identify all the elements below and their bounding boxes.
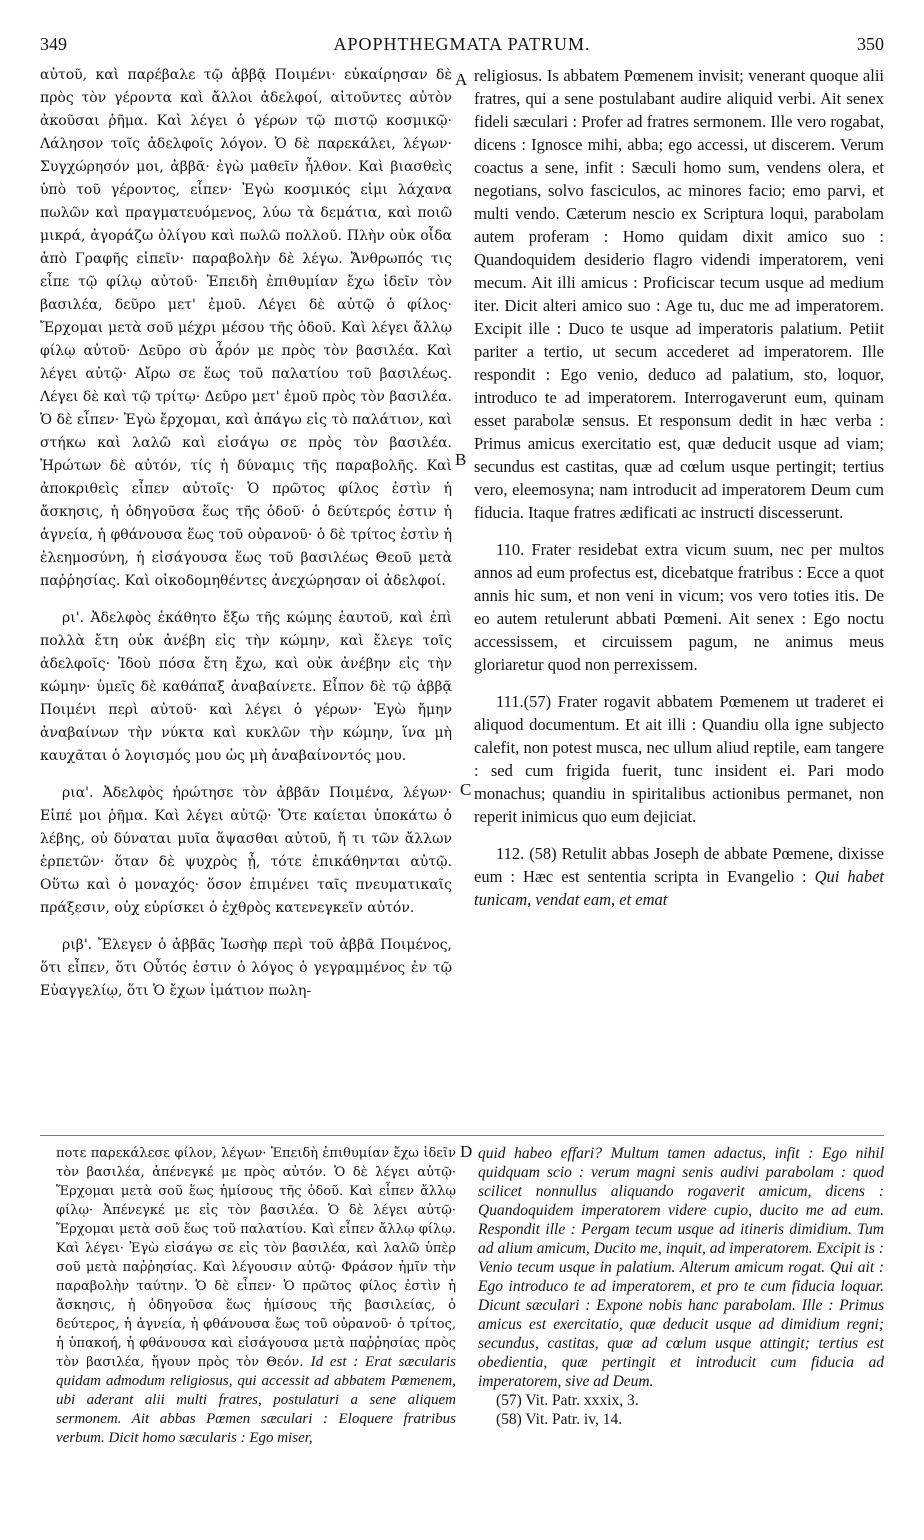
footnote-latin-text: quid habeo effari? Multum tamen adactus, infit : Ego nihil quidquam scio : verum magni senis audivi parabolam : quod scilicet nonnullus aliquando rogaverit amicum, dicens : Quandoquidem imperatorem videre cupio, ducito me ad eum. Respondit ille : Pergam tecum usque ad itineris dimidium. Tum ad alium amicum, Ducito me, inquit, ad imperatorem. Excipit is : Venio tecum usque in palatium. Alterum amicum rogat. Qui ait : Ego introduco te ad imperatorem, et pro te cum fiducia loquar. Dicunt sæculari : Expone nobis hanc parabolam. Ille : Primus amicus est exercitatio, quæ deducit usque ad dimidium regni; secundus, castitas, quæ ad cœlum usque attingit; tertius est obedientia, quæ pertingit et introducit cum fiducia ad imperatorem, sive ad Deum. bbox=[478, 1145, 884, 1390]
greek-paragraph-109: αὐτοῦ, καὶ παρέβαλε τῷ ἀββᾷ Ποιμένι· εὐκαίρησαν δὲ πρὸς τὸν γέροντα καὶ ἄλλοι ἀδελφοί, αἰτοῦντες αὐτὸν ἀκοῦσαι ῥῆμα. Καὶ λέγει ὁ γέρων τῷ πιστῷ κοσμικῷ· Λάλησον τοῖς ἀδελφοῖς λόγον. Ὁ δὲ παρεκάλει, λέγων· Συγχώρησόν μοι, ἀββᾶ· ἐγὼ μαθεῖν ἦλθον. Καὶ βιασθεὶς ὑπὸ τοῦ γέροντος, εἶπεν· Ἐγὼ κοσμικός εἰμι λάχανα πωλῶν καὶ πραγματευόμενος, λύω τὰ δεμάτια, καὶ ποιῶ μικρά, ἀγοράζω ὀλίγου καὶ πωλῶ πολλοῦ. Πλὴν οὐκ οἶδα ἀπὸ Γραφῆς εἰπεῖν· παραβολὴν δὲ λέγω. Ἄνθρωπός τις εἶπε τῷ φίλῳ αὐτοῦ· Ἐπειδὴ ἐπιθυμίαν ἔχω ἰδεῖν τὸν βασιλέα, δεῦρο μετ' ἐμοῦ. Λέγει δὲ αὐτῷ ὁ φίλος· Ἔρχομαι μετὰ σοῦ μέχρι μέσου τῆς ὁδοῦ. Καὶ λέγει ἄλλῳ φίλῳ αὐτοῦ· Δεῦρο σὺ ἆρόν με πρὸς τὸν βασιλέα. Καὶ λέγει αὐτῷ· Αἴρω σε ἕως τοῦ παλατίου τοῦ βασιλέως. Λέγει δὲ καὶ τῷ τρίτῳ· Δεῦρο μετ' ἐμοῦ πρὸς τὸν βασιλέα. Ὁ δὲ εἶπεν· Ἐγὼ ἔρχομαι, καὶ ἀπάγω εἰς τὸ παλάτιον, καὶ στήκω καὶ λαλῶ καὶ εἰσάγω σε πρὸς τὸν βασιλέα. Ἠρώτων δὲ αὐτόν, τίς ἡ δύναμις τῆς παραβολῆς. Καὶ ἀποκριθεὶς εἶπεν αὐτοῖς· Ὁ πρῶτος φίλος ἐστὶν ἡ ἄσκησις, ἡ ὁδηγοῦσα ἕως τῆς ὁδοῦ· ὁ δεύτερός ἐστιν ἡ ἁγνεία, ἡ φθάνουσα ἕως τοῦ οὐρανοῦ· ὁ δὲ τρίτος ἐστὶν ἡ ἐλεημοσύνη, ἡ εἰσάγουσα ἕως τοῦ βασιλέως Θεοῦ μετὰ παῤῥησίας. Καὶ οἰκοδομηθέντες ἀνεχώρησαν οἱ ἀδελφοί. bbox=[40, 67, 452, 589]
footnote-latin-column bbox=[478, 1144, 884, 1429]
footnote-greek-latin-gloss: Id est : Erat sæcularis quidam admodum religiosus, qui accessit ad abbatem Pœmenem, ubi aderant alii multi fratres, postulaturi a sene aliquem sermonem. Ait abbas Pœmen sæculari : Eloquere fratribus verbum. Dicit homo sæcularis : Ego miser, bbox=[56, 1354, 456, 1446]
margin-letter-c: C bbox=[460, 780, 472, 799]
footnote-greek-text: ποτε παρεκάλεσε φίλον, λέγων· Ἐπειδὴ ἐπιθυμίαν ἔχω ἰδεῖν τὸν βασιλέα, ἀπένεγκέ με πρὸς αὐτόν. Ὁ δὲ λέγει αὐτῷ· Ἔρχομαι μετὰ σοῦ ἕως ἡμίσους τῆς ὁδοῦ. Καὶ εἶπεν ἄλλῳ φίλῳ· Ἀπένεγκέ με εἰς τὸν βασιλέα. Ὁ δὲ λέγει αὐτῷ· Ἔρχομαι μετὰ σοῦ ἕως τοῦ παλατίου. Καὶ εἶπεν ἄλλῳ φίλῳ. Καὶ λέγει· Ἐγὼ εἰσάγω σε εἰς τὸν βασιλέα, καὶ λαλῶ ὑπὲρ σοῦ μετὰ παῤῥησίας. Καὶ λέγουσιν αὐτῷ· Φράσον ἡμῖν τὴν παραβολὴν ταύτην. Ὁ δὲ εἶπεν· Ὁ πρῶτος φίλος ἐστὶν ἡ ἄσκησις, ἡ ὁδηγοῦσα ἕως ἡμίσους τῆς βασιλείας, ὁ δεύτερος, ἡ ἁγνεία, ἡ φθάνουσα ἕως τοῦ οὐρανοῦ· ὁ τρίτος, ἡ ὑπακοή, ἡ φθάνουσα καὶ εἰσάγουσα μετὰ παῤῥησίας πρὸς τὸν βασιλέα, ἤγουν πρὸς τὸν Θεόν. bbox=[56, 1146, 456, 1370]
running-header bbox=[40, 34, 884, 60]
page-title: APOPHTHEGMATA PATRUM. bbox=[333, 34, 591, 54]
margin-letter-a: A bbox=[455, 70, 468, 89]
margin-letter-b: B bbox=[455, 450, 467, 469]
greek-paragraph-111: ρια'. Ἀδελφὸς ἠρώτησε τὸν ἀββᾶν Ποιμένα, λέγων· Εἰπέ μοι ῥῆμα. Καὶ λέγει αὐτῷ· Ὅτε καίεται ὑποκάτω ὁ λέβης, οὐ δύναται μυῖα ἅψασθαι αὐτοῦ, ἤ τι τῶν ἄλλων ἑρπετῶν· ὅταν δὲ ψυχρὸς ᾖ, τότε ἐπικάθηνται αὐτῷ. Οὕτω καὶ ὁ μοναχός· ὅσον ἐπιμένει ταῖς πνευματικαῖς πράξεσιν, οὐχ εὑρίσκει ὁ ἐχθρὸς κατενεγκεῖν αὐτόν. bbox=[40, 785, 452, 916]
page-number-left: 349 bbox=[40, 34, 67, 54]
latin-paragraph-112-text: 112. (58) Retulit abbas Joseph de abbate Pœmene, dixisse eum : Hæc est sententia scripta in Evangelio : bbox=[474, 844, 884, 886]
footnote-greek-column bbox=[56, 1144, 456, 1448]
page-number-right: 350 bbox=[857, 34, 884, 54]
latin-paragraph-111: 111.(57) Frater rogavit abbatem Pœmenem ut traderet ei aliquod documentum. Et ait illi : Quandiu olla igne subjecto calefit, non potest musca, nec ullum aliud reptile, eam tangere : sed cum frigida fuerit, tunc insident ei. Pari modo monachus; quandiu in spiritalibus actionibus permanet, non reperit inimicus quo eum dejiciat. bbox=[474, 692, 884, 826]
footnote-greek-paragraph bbox=[56, 1144, 456, 1448]
greek-paragraph-112: ριβ'. Ἔλεγεν ὁ ἀββᾶς Ἰωσὴφ περὶ τοῦ ἀββᾶ Ποιμένος, ὅτι εἶπεν, ὅτι Οὗτός ἐστιν ὁ λόγος ὁ γεγραμμένος ἐν τῷ Εὐαγγελίῳ, ὅτι Ὁ ἔχων ἱμάτιον πωλη- bbox=[40, 937, 452, 999]
greek-column bbox=[40, 64, 452, 1003]
latin-column bbox=[474, 64, 884, 911]
footnote-separator bbox=[40, 1135, 884, 1136]
latin-paragraph-112 bbox=[474, 842, 884, 911]
footnote-ref-57: (57) Vit. Patr. xxxix, 3. bbox=[496, 1392, 639, 1409]
latin-paragraph-110: 110. Frater residebat extra vicum suum, nec per multos annos ad eum profectus est, dicebatque fratribus : Ecce a quot annis hic sum, et non veni in vicum; vos vero toties itis. De eo autem retulerunt abbati Pœmeni. Ait senex : Ego noctu accessissem, et circuissem pagum, ne animus meus gloriaretur quod non perrexissem. bbox=[474, 540, 884, 674]
latin-paragraph-109: religiosus. Is abbatem Pœmenem invisit; venerant quoque alii fratres, qui a sene postulabant audire aliquid verbi. Ait senex fideli sæculari : Profer ad fratres sermonem. Ille vero rogabat, dicens : Ignosce mihi, abba; ego accessi, ut discerem. Verum coactus a sene, infit : Sæculi homo sum, vendens olera, et negotians, solvo fasciculos, ac minores facio; emo parvi, et multi vendo. Cæterum nescio ex Scriptura loqui, parabolam autem proferam : Homo quidam dixit amico suo : Quandoquidem desiderio flagro videndi imperatorem, veni mecum. Ait illi amicus : Proficiscar tecum usque ad medium iter. Dicit alteri amico suo : Age tu, duc me ad imperatorem. Excipit ille : Duco te usque ad imperatoris palatium. Petiit pariter a tertio, ut secum accederet ad imperatorem. Ille respondit : Ego venio, deduco ad palatium, sto, loquor, introduco te ad imperatorem. Interrogaverunt eum, quinam esset parabolæ sensus. Et responsum dedit in hæc verba : Primus amicus exercitatio est, quæ deducit usque ad viam; secundus est castitas, quæ ad cœlum usque pertingit; tertius vero, eleemosyna; nam introducit ad imperatorem Deum cum fiducia. Itaque fratres ædificati ac instructi discesserunt. bbox=[474, 66, 884, 522]
latin-gospel-quote: Qui habet tunicam, vendat eam, et emat bbox=[474, 867, 884, 909]
margin-letter-d: D bbox=[460, 1142, 473, 1161]
footnote-ref-58: (58) Vit. Patr. iv, 14. bbox=[496, 1411, 623, 1428]
greek-paragraph-110: ρι'. Ἀδελφὸς ἐκάθητο ἔξω τῆς κώμης ἑαυτοῦ, καὶ ἐπὶ πολλὰ ἔτη οὐκ ἀνέβη εἰς τὴν κώμην, καὶ ἔλεγε τοῖς ἀδελφοῖς· Ἰδοὺ πόσα ἔτη ἔχω, καὶ οὐκ ἀνέβην εἰς τὴν κώμην· ὑμεῖς δὲ καθάπαξ ἀναβαίνετε. Εἶπον δὲ τῷ ἀββᾷ Ποιμένι περὶ αὐτοῦ· καὶ λέγει ὁ γέρων· Ἐγὼ ἤμην ἀναβαίνων τὴν νύκτα καὶ κυκλῶν τὴν κώμην, ἵνα μὴ καυχᾶται ὁ λογισμός μου ὡς μὴ ἀναβαίνοντός μου. bbox=[40, 610, 452, 764]
footnote-refs bbox=[478, 1391, 884, 1429]
